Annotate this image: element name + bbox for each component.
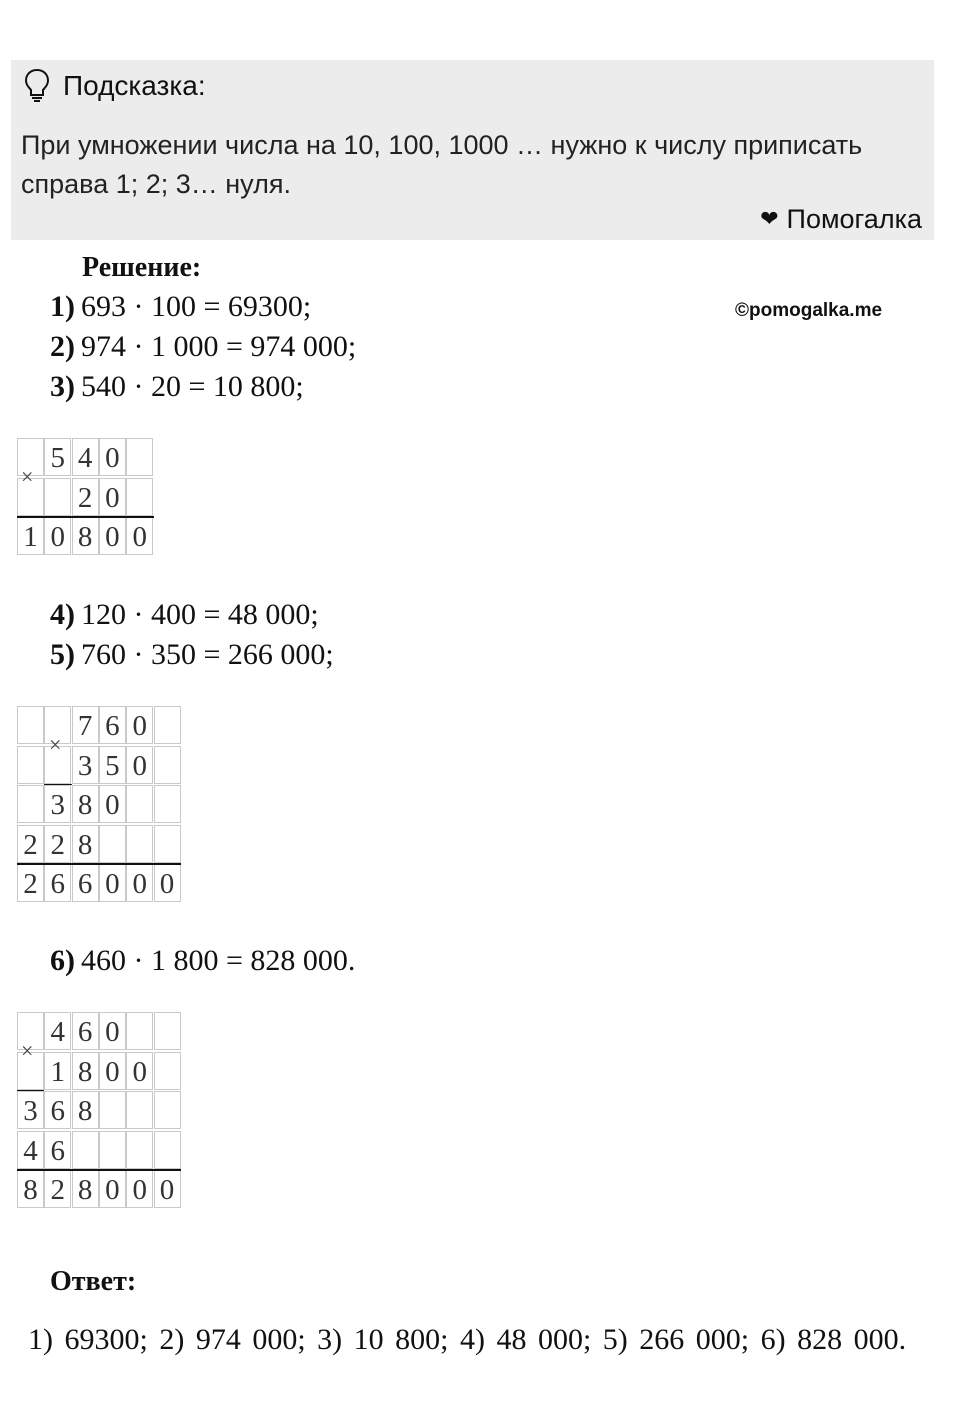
grid-cell (17, 785, 44, 823)
solution-line-4 (50, 598, 319, 632)
grid-cell: 8 (72, 825, 99, 863)
grid-cell: 0 (99, 785, 126, 823)
watermark: ©pomogalka.me (735, 300, 883, 321)
grid-cell: 4 (72, 438, 99, 476)
line-number: 5) (50, 638, 75, 671)
grid-cell: 7 (72, 706, 99, 744)
grid-cell (72, 1131, 99, 1169)
line-number: 3) (50, 370, 75, 403)
line-expression: 120 · 400 = 48 000; (81, 598, 319, 631)
grid-cell: 5 (44, 438, 71, 476)
line-expression: 460 · 1 800 = 828 000. (81, 944, 356, 977)
grid-cell (17, 706, 44, 744)
grid-cell (154, 746, 181, 784)
grid-cell: 8 (72, 1052, 99, 1090)
grid-cell (99, 1131, 126, 1169)
grid-cell: 6 (44, 864, 71, 902)
grid-cell: 0 (99, 478, 126, 516)
grid-cell: 0 (126, 864, 153, 902)
underline-rule (44, 784, 71, 785)
grid-cell: 3 (72, 746, 99, 784)
solution-line-2 (50, 330, 356, 364)
grid-cell: 0 (99, 1170, 126, 1208)
line-expression: 760 · 350 = 266 000; (81, 638, 334, 671)
grid-cell: 3 (44, 785, 71, 823)
grid-cell (44, 478, 71, 516)
brand-name: Помогалка (786, 204, 922, 234)
line-number: 1) (50, 290, 75, 323)
grid-cell: 4 (44, 1012, 71, 1050)
grid-cell (126, 478, 153, 516)
grid-cell (154, 785, 181, 823)
grid-cell: 6 (72, 1012, 99, 1050)
grid-cell: 2 (72, 478, 99, 516)
underline-rule (17, 1169, 181, 1171)
grid-cell: 0 (126, 706, 153, 744)
grid-cell: 0 (126, 1170, 153, 1208)
grid-cell (126, 1091, 153, 1129)
multiply-sign: × (21, 464, 34, 489)
grid-cell: 0 (44, 517, 71, 555)
grid-cell: 5 (99, 746, 126, 784)
hint-box (11, 60, 934, 240)
grid-cell: 8 (72, 1170, 99, 1208)
grid-cell: 0 (126, 1052, 153, 1090)
underline-rule (17, 863, 181, 865)
underline-rule (17, 516, 154, 518)
grid-cell (126, 438, 153, 476)
solution-line-3 (50, 370, 304, 404)
grid-cell: 0 (99, 1052, 126, 1090)
grid-cell: 2 (44, 825, 71, 863)
grid-cell: 0 (126, 746, 153, 784)
grid-cell: 2 (17, 825, 44, 863)
line-number: 2) (50, 330, 75, 363)
grid-cell (154, 706, 181, 744)
grid-cell: 3 (17, 1091, 44, 1129)
grid-cell (154, 825, 181, 863)
grid-cell (126, 825, 153, 863)
answer-heading: Ответ: (50, 1266, 137, 1297)
grid-cell (99, 1091, 126, 1129)
underline-rule (17, 1090, 44, 1091)
multiply-sign: × (49, 732, 62, 757)
grid-cell (154, 1091, 181, 1129)
lightbulb-icon (23, 68, 51, 102)
line-number: 6) (50, 944, 75, 977)
grid-cell: 2 (17, 864, 44, 902)
grid-cell (154, 1012, 181, 1050)
grid-cell (126, 1012, 153, 1050)
line-expression: 693 · 100 = 69300; (81, 290, 312, 323)
answer-text: 1) 69300; 2) 974 000; 3) 10 800; 4) 48 000; 5) 266 000; 6) 828 000. (28, 1323, 907, 1356)
grid-cell (126, 785, 153, 823)
grid-cell: 4 (17, 1131, 44, 1169)
grid-cell: 0 (154, 864, 181, 902)
solution-line-1 (50, 290, 311, 324)
grid-cell: 6 (72, 864, 99, 902)
grid-cell: 0 (154, 1170, 181, 1208)
grid-cell: 0 (99, 438, 126, 476)
grid-cell: 8 (72, 785, 99, 823)
heart-icon: ❤ (760, 206, 779, 231)
solution-line-6 (50, 944, 355, 978)
grid-cell: 0 (99, 1012, 126, 1050)
multiply-sign: × (21, 1038, 34, 1063)
grid-cell: 8 (17, 1170, 44, 1208)
grid-cell (17, 746, 44, 784)
grid-cell: 8 (72, 517, 99, 555)
grid-cell: 6 (44, 1091, 71, 1129)
grid-cell (154, 1131, 181, 1169)
grid-cell (154, 1052, 181, 1090)
grid-cell: 0 (99, 864, 126, 902)
grid-cell: 6 (44, 1131, 71, 1169)
line-expression: 540 · 20 = 10 800; (81, 370, 304, 403)
grid-cell: 2 (44, 1170, 71, 1208)
hint-title: Подсказка: (63, 70, 206, 101)
solution-line-5 (50, 638, 334, 672)
grid-cell (126, 1131, 153, 1169)
hint-text: При умножении числа на 10, 100, 1000 … нужно к числу приписать справа 1; 2; 3… нуля. (21, 130, 863, 199)
brand-label[interactable] (760, 204, 922, 235)
line-expression: 974 · 1 000 = 974 000; (81, 330, 357, 363)
solution-heading: Решение: (82, 252, 202, 283)
line-number: 4) (50, 598, 75, 631)
grid-cell: 0 (99, 517, 126, 555)
grid-cell: 1 (17, 517, 44, 555)
grid-cell: 0 (126, 517, 153, 555)
grid-cell: 8 (72, 1091, 99, 1129)
grid-cell: 6 (99, 706, 126, 744)
grid-cell: 1 (44, 1052, 71, 1090)
grid-cell (99, 825, 126, 863)
